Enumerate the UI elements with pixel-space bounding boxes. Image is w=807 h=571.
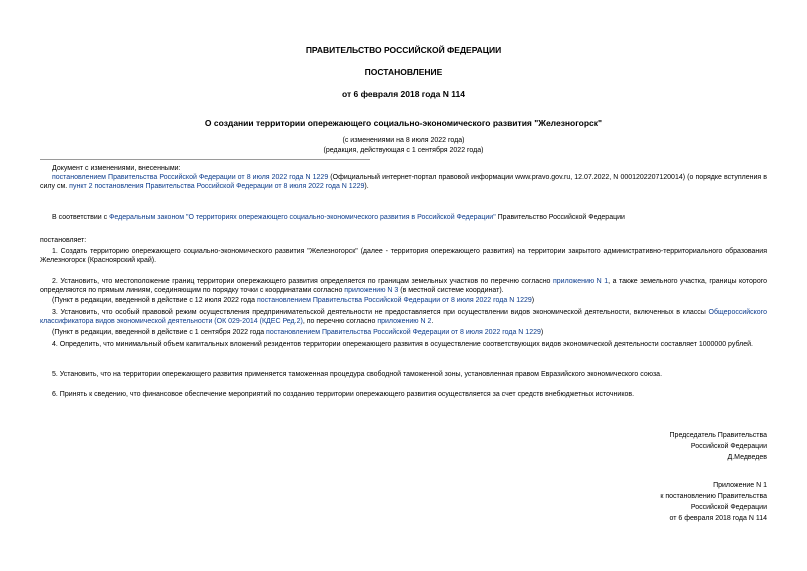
edition-changes: (с изменениями на 8 июля 2022 года)	[342, 137, 465, 144]
decree-word: постановляет:	[40, 237, 87, 244]
item-4: 4. Определить, что минимальный объем капитальных вложений резидентов территории опережающего развития в осуществление соответствующих видов экономической деятельности составляет 1000000 рублей.	[52, 341, 753, 348]
changes-note-intro: Документ с изменениями, внесенными:	[52, 165, 181, 172]
document-type: ПОСТАНОВЛЕНИЕ	[364, 67, 443, 77]
appendix-number: Приложение N 1	[713, 482, 767, 489]
okved-classifier-link[interactable]: Общероссийского классификатора видов экономической деятельности (ОК 029-2014 (КДЕС Ред.2)	[40, 309, 767, 326]
item-3-note	[40, 328, 767, 337]
item-3-text-b: , по перечню согласно	[302, 318, 378, 326]
appendix-reference: к постановлению Правительства	[660, 492, 767, 500]
appendix-2-link[interactable]: приложению N 2	[377, 318, 432, 326]
document-date-number: от 6 февраля 2018 года N 114	[342, 89, 465, 99]
item-2-note	[40, 296, 767, 305]
item-2-text-b: , а также земельного участка, границы которого определяются по прямым линиям, соединяющим по порядку точки с координатами согласно	[40, 278, 768, 295]
signature-country: Российской Федерации	[690, 442, 767, 450]
item-3-note-b: )	[540, 329, 544, 336]
signature-name: Д.Медведев	[727, 453, 767, 461]
item-6: 6. Принять к сведению, что финансовое обеспечение мероприятий по созданию территории опережающего развития осуществляется за счет средств внебюджетных источников.	[52, 391, 635, 398]
separator-rule	[40, 159, 370, 160]
changes-note-body	[40, 173, 767, 191]
changes-note	[40, 164, 767, 191]
item-2	[40, 277, 767, 295]
item-2-text-c: (в местной системе координат).	[398, 287, 504, 295]
item-2-note-link[interactable]: постановлением Правительства Российской Федерации от 8 июля 2022 года N 1229	[256, 297, 532, 304]
preamble-before: В соответствии с	[52, 214, 110, 221]
item-5: 5. Установить, что на территории опережающего развития применяется таможенная процедура свободной таможенной зоны, установленная правом Евразийского экономического союза.	[52, 371, 663, 378]
item-1: 1. Создать территорию опережающего социально-экономического развития "Железногорск" (далее - территория опережающего развития) на территории закрытого административно-территориального образования Железногорск (Красноярский край).	[40, 248, 767, 265]
appendix-country: Российской Федерации	[690, 503, 767, 511]
item-2-text-a: 2. Установить, что местоположение границ территории опережающего развития определяется по границам земельных участков по перечню согласно	[52, 278, 553, 285]
federal-law-link[interactable]: Федеральным законом "О территориях опережающего социально-экономического развития в Российской Федерации"	[109, 214, 496, 221]
document-title: О создании территории опережающего социально-экономического развития "Железногорск"	[204, 118, 603, 128]
appendix-3-link[interactable]: приложению N 3	[344, 287, 399, 295]
amending-decree-link[interactable]: постановлением Правительства Российской Федерации от 8 июля 2022 года N 1229	[52, 174, 329, 182]
government-heading: ПРАВИТЕЛЬСТВО РОССИЙСКОЙ ФЕДЕРАЦИИ	[305, 45, 502, 55]
item-3-note-a: (Пункт в редакции, введенной в действие с 1 сентября 2022 года	[52, 329, 267, 336]
preamble	[40, 213, 767, 222]
appendix-1-link[interactable]: приложению N 1	[552, 278, 609, 285]
item-3-text-c: .	[431, 318, 434, 326]
item-2-note-b: )	[531, 297, 535, 304]
item-2-note-a: (Пункт в редакции, введенной в действие с 12 июля 2022 года	[52, 297, 257, 304]
item-3	[40, 308, 767, 326]
item-3-text-a: 3. Установить, что особый правовой режим осуществления предпринимательской деятельности не предоставляется при осуществлении видов экономической деятельности, включенных в классы	[52, 309, 709, 316]
appendix-header	[660, 481, 767, 524]
signature-position: Председатель Правительства	[669, 432, 767, 439]
signature-block	[670, 431, 767, 464]
appendix-date: от 6 февраля 2018 года N 114	[669, 514, 767, 522]
changes-note-end: ).	[364, 183, 369, 191]
entry-into-force-link[interactable]: пункт 2 постановления Правительства Российской Федерации от 8 июля 2022 года N 1229	[69, 183, 365, 191]
item-3-note-link[interactable]: постановлением Правительства Российской Федерации от 8 июля 2022 года N 1229	[266, 329, 541, 336]
changes-note-text: (Официальный интернет-портал правовой информации www.pravo.gov.ru, 12.07.2022, N 0001202207120014) (о порядке вступления в силу см.	[40, 174, 768, 191]
preamble-after: Правительство Российской Федерации	[495, 214, 625, 221]
edition-current: (редакция, действующая с 1 сентября 2022 года)	[323, 147, 484, 154]
